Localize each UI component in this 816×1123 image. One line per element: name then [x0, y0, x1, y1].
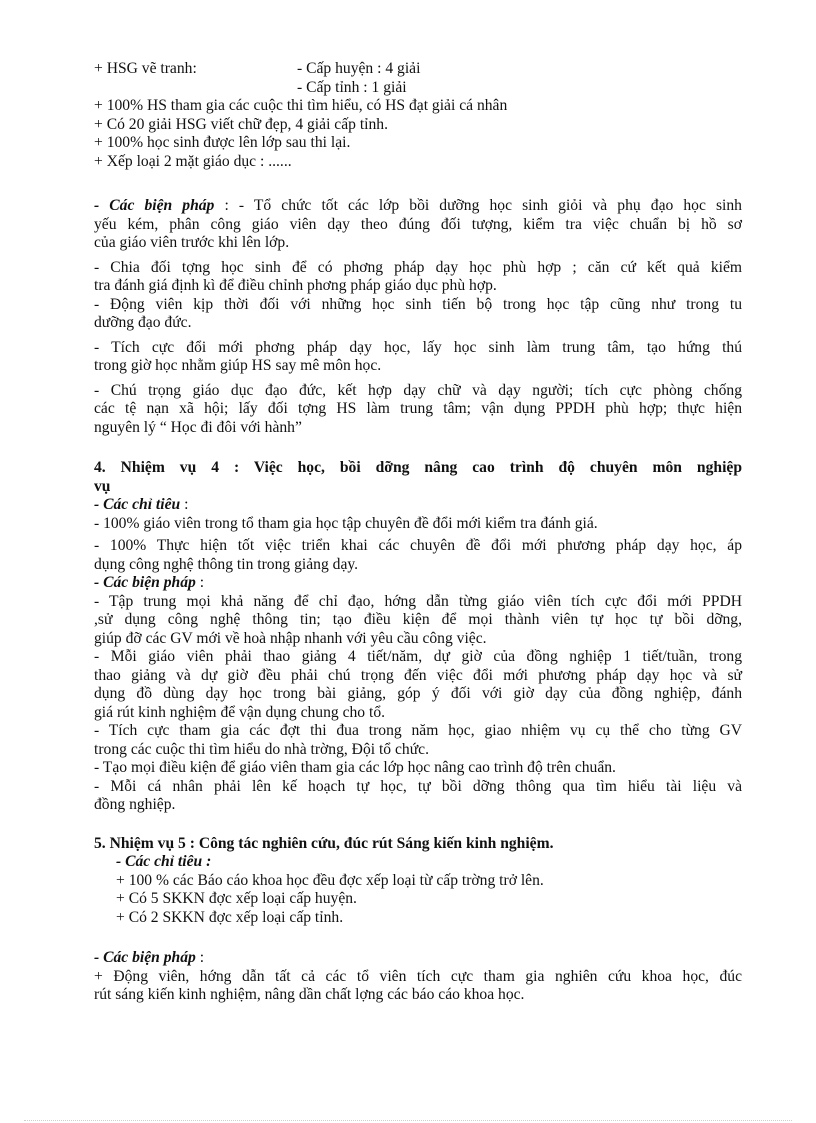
s4-targets-heading: - Các chỉ tiêu : [94, 496, 189, 513]
paragraph-line: - Mỗi cá nhân phải lên kế hoạch tự học, tự bồi dỡng thông qua tìm hiểu tài liệu và [94, 777, 742, 795]
s5-measures-heading: - Các biện pháp : [94, 949, 205, 966]
s5-targets-heading: - Các chỉ tiêu : [116, 853, 212, 870]
paragraph-line: + Động viên, hớng dẫn tất cả các tổ viên tích cực tham gia nghiên cứu khoa học, đúc [94, 967, 742, 985]
paragraph-line: các tệ nạn xã hội; lấy đối tợng HS làm trung tâm; vận dụng PPDH phù hợp; thực hiện [94, 400, 742, 417]
paragraph-line: - Tích cực đổi mới phơng pháp dạy học, lấy học sinh làm trung tâm, tạo hứng thú [94, 338, 742, 356]
paragraph-line: - Tập trung mọi khả năng để chỉ đạo, hớng dẫn từng giáo viên tích cực đổi mới PPDH [94, 592, 742, 610]
s3-measures-line-1: - Các biện pháp : - Tổ chức tốt các lớp bồi dưỡng học sinh giỏi và phụ đạo học sinh [94, 197, 742, 214]
s5-targets [94, 853, 742, 927]
s3-measures-label: - Các biện pháp [94, 197, 215, 214]
page-bottom-dotted-line [24, 1120, 792, 1121]
section-4-heading-cont: vụ [94, 477, 111, 495]
s3-measures [94, 197, 742, 253]
paragraph-line: thao giảng và dự giờ đều phải chú trọng đến việc đổi mới phương pháp dạy học và sử [94, 666, 742, 684]
paragraph-line: rút sáng kiến kinh nghiệm, nâng dần chất lợng các báo cáo khoa học. [94, 986, 525, 1003]
hsg-province: - Cấp tỉnh : 1 giải [297, 78, 407, 96]
paragraph-line: tra đánh giá định kì để điều chỉnh phơng pháp giáo dục phù hợp. [94, 277, 497, 294]
paragraph-line: - Tích cực tham gia các đợt thi đua trong năm học, giao nhiệm vụ cụ thể cho từng GV [94, 722, 742, 739]
paragraph-line: dụng công nghệ thông tin trong giảng dạy. [94, 555, 359, 573]
target-line: + Xếp loại 2 mặt giáo dục : ...... [94, 152, 292, 170]
paragraph-line: ,sử dụng công nghệ thông tin; tạo điều kiện để mọi thành viên tự học tự bồi dỡng, [94, 611, 742, 628]
paragraph-line: - Động viên kịp thời đối với những học sinh tiến bộ trong học tập cũng như trong tu [94, 295, 742, 313]
hsg-label: + HSG vẽ tranh: [94, 60, 197, 77]
paragraph-line: nguyên lý “ Học đi đôi với hành” [94, 418, 302, 436]
paragraph-line: + 100 % các Báo cáo khoa học đều đợc xếp loại từ cấp trờng trở lên. [116, 871, 544, 889]
target-line: + 100% HS tham gia các cuộc thi tìm hiểu, có HS đạt giải cá nhân [94, 97, 508, 114]
paragraph-line: dưỡng đạo đức. [94, 314, 192, 331]
paragraph-line: - 100% giáo viên trong tổ tham gia học tập chuyên đề đổi mới kiểm tra đánh giá. [94, 514, 598, 532]
paragraph-line: - Tạo mọi điều kiện để giáo viên tham gia các lớp học nâng cao trình độ trên chuẩn. [94, 759, 616, 776]
paragraph-line: + Có 5 SKKN đợc xếp loại cấp huyện. [116, 890, 357, 907]
hsg-drawing-row [94, 60, 742, 97]
hsg-district: - Cấp huyện : 4 giải [297, 60, 421, 77]
section-5-heading: 5. Nhiệm vụ 5 : Công tác nghiên cứu, đúc rút Sáng kiến kinh nghiệm. [94, 834, 554, 852]
paragraph-line: của giáo viên trước khi lên lớp. [94, 234, 290, 251]
paragraph-line: giá rút kinh nghiệm để vận dụng chung cho tổ. [94, 703, 386, 721]
paragraph-line: - Chia đối tợng học sinh để có phơng pháp dạy học phù hợp ; căn cứ kết quả kiểm [94, 258, 742, 276]
paragraph-line: dụng đồ dùng dạy học trong bài giảng, góp ý đối với giờ dạy của đồng nghiệp, đánh [94, 685, 742, 702]
target-line: + Có 20 giải HSG viết chữ đẹp, 4 giải cấp tỉnh. [94, 115, 388, 133]
document-page [94, 60, 742, 1005]
section-4-heading: 4. Nhiệm vụ 4 : Việc học, bồi dỡng nâng cao trình độ chuyên môn nghiệp [94, 459, 742, 476]
s4-measures-heading: - Các biện pháp : [94, 574, 205, 591]
paragraph-line: giúp đỡ các GV mới về hoà nhập nhanh với yêu cầu công việc. [94, 629, 487, 647]
paragraph-line: - Chú trọng giáo dục đạo đức, kết hợp dạy chữ và dạy người; tích cực phòng chống [94, 381, 742, 399]
paragraph-line: - 100% Thực hiện tốt việc triển khai các chuyên đề đổi mới phương pháp dạy học, áp [94, 537, 742, 554]
paragraph-line: trong các cuộc thi tìm hiểu do nhà trờng, Đội tổ chức. [94, 740, 429, 758]
paragraph-line: - Mỗi giáo viên phải thao giảng 4 tiết/năm, dự giờ của đồng nghiệp 1 tiết/tuần, trong [94, 648, 742, 665]
paragraph-line: + Có 2 SKKN đợc xếp loại cấp tỉnh. [116, 908, 344, 926]
target-line: + 100% học sinh được lên lớp sau thi lại. [94, 134, 351, 151]
paragraph-line: trong giờ học nhằm giúp HS say mê môn học. [94, 357, 382, 374]
paragraph-line: yếu kém, phân công giáo viên dạy theo đúng đối tượng, kiểm tra việc chuẩn bị hồ sơ [94, 215, 742, 233]
paragraph-line: đồng nghiệp. [94, 796, 176, 813]
